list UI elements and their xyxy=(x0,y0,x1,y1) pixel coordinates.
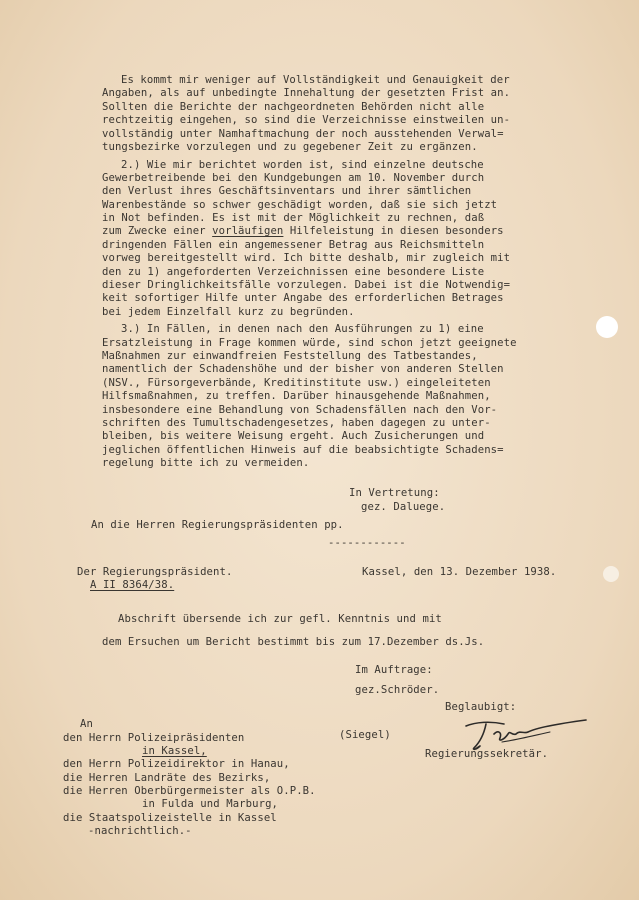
text-line: insbesondere eine Behandlung von Schadensfällen nach den Vor- xyxy=(102,404,498,416)
list-item: An xyxy=(80,718,93,730)
text-line: bei jedem Einzelfall kurz zu begründen. xyxy=(102,306,355,318)
text-line: (NSV., Fürsorgeverbände, Kreditinstitute usw.) eingeleiteten xyxy=(102,377,491,389)
list-item: in Kassel, xyxy=(142,745,207,757)
text-line: Abschrift übersende ich zur gefl. Kenntnis und mit xyxy=(118,613,442,625)
in-vertretung: In Vertretung: xyxy=(349,487,440,499)
text-line: Hilfsmaßnahmen, zu treffen. Darüber hinausgehende Maßnahmen, xyxy=(102,390,491,402)
signed-schroeder: gez.Schröder. xyxy=(355,684,440,696)
im-auftrage: Im Auftrage: xyxy=(355,664,433,676)
list-item: den Herrn Polizeipräsidenten xyxy=(63,732,245,744)
place-date: Kassel, den 13. Dezember 1938. xyxy=(362,566,557,578)
list-item: den Herrn Polizeidirektor in Hanau, xyxy=(63,758,290,770)
underlined-word: vorläufigen xyxy=(212,225,284,237)
text-line: schriften des Tumultschadengesetzes, haben dagegen zu unter- xyxy=(102,417,491,429)
text-line: Ersatzleistung in Frage kommen würde, sind schon jetzt geeignete xyxy=(102,337,517,349)
text-line: dringenden Fällen ein angemessener Betrag aus Reichsmitteln xyxy=(102,239,485,251)
seal-note: (Siegel) xyxy=(339,729,391,741)
sender-title: Der Regierungspräsident. xyxy=(77,566,233,578)
text-line: rechtzeitig eingehen, so sind die Verzeichnisse einstweilen un- xyxy=(102,114,511,126)
text-line: jeglichen öffentlichen Hinweis auf die beabsichtigte Schadens= xyxy=(102,444,504,456)
official-title: Regierungssekretär. xyxy=(425,748,549,760)
text-segment: zum Zwecke einer xyxy=(102,225,213,237)
list-item: die Herren Oberbürgermeister als O.P.B. xyxy=(63,785,316,797)
signed-daluege: gez. Daluege. xyxy=(361,501,446,513)
text-line: 2.) Wie mir berichtet worden ist, sind einzelne deutsche xyxy=(121,159,484,171)
text-line: Gewerbetreibende bei den Kundgebungen am 10. November durch xyxy=(102,172,485,184)
text-line: Maßnahmen zur einwandfreien Feststellung des Tatbestandes, xyxy=(102,350,478,362)
text-line: den zu 1) angeforderten Verzeichnissen eine besondere Liste xyxy=(102,266,485,278)
list-item: -nachrichtlich.- xyxy=(88,825,192,837)
beglaubigt: Beglaubigt: xyxy=(445,701,517,713)
text-line: den Verlust ihres Geschäftsinventars und ihrer sämtlichen xyxy=(102,185,472,197)
text-line: 3.) In Fällen, in denen nach den Ausführungen zu 1) eine xyxy=(121,323,484,335)
list-item: die Herren Landräte des Bezirks, xyxy=(63,772,271,784)
text-line: keit sofortiger Hilfe unter Angabe des erforderlichen Betrages xyxy=(102,292,504,304)
text-line: vollständig unter Namhaftmachung der noch ausstehenden Verwal= xyxy=(102,128,504,140)
text-line: Warenbestände so schwer geschädigt worden, daß sie sich jetzt xyxy=(102,199,498,211)
text-line xyxy=(102,225,504,237)
addressee-line: An die Herren Regierungspräsidenten pp. xyxy=(91,519,344,531)
punch-hole xyxy=(596,316,618,338)
text-line: dem Ersuchen um Bericht bestimmt bis zum 17.Dezember ds.Js. xyxy=(102,636,485,648)
text-segment: Hilfeleistung in diesen besonders xyxy=(283,225,504,237)
text-line: bleiben, bis weitere Weisung ergeht. Auch Zusicherungen und xyxy=(102,430,485,442)
text-line: Es kommt mir weniger auf Vollständigkeit und Genauigkeit der xyxy=(121,74,510,86)
text-line: Sollten die Berichte der nachgeordneten Behörden nicht alle xyxy=(102,101,485,113)
punch-hole xyxy=(603,566,619,582)
text-line: regelung bitte ich zu vermeiden. xyxy=(102,457,310,469)
handwritten-signature-icon xyxy=(446,712,596,754)
text-line: Angaben, als auf unbedingte Innehaltung der gesetzten Frist an. xyxy=(102,87,511,99)
text-line: dieser Dringlichkeitsfälle vorzulegen. Dabei ist die Notwendig= xyxy=(102,279,511,291)
reference-number: A II 8364/38. xyxy=(90,579,175,591)
text-line: in Not befinden. Es ist mit der Möglichkeit zu rechnen, daß xyxy=(102,212,485,224)
text-line: vorweg bereitgestellt wird. Ich bitte deshalb, mir zugleich mit xyxy=(102,252,511,264)
separator-line: ------------ xyxy=(328,537,406,549)
text-line: namentlich der Schadenshöhe und der bisher von anderen Stellen xyxy=(102,363,504,375)
list-item: in Fulda und Marburg, xyxy=(142,798,279,810)
text-line: tungsbezirke vorzulegen und zu gegebener Zeit zu ergänzen. xyxy=(102,141,478,153)
list-item: die Staatspolizeistelle in Kassel xyxy=(63,812,277,824)
